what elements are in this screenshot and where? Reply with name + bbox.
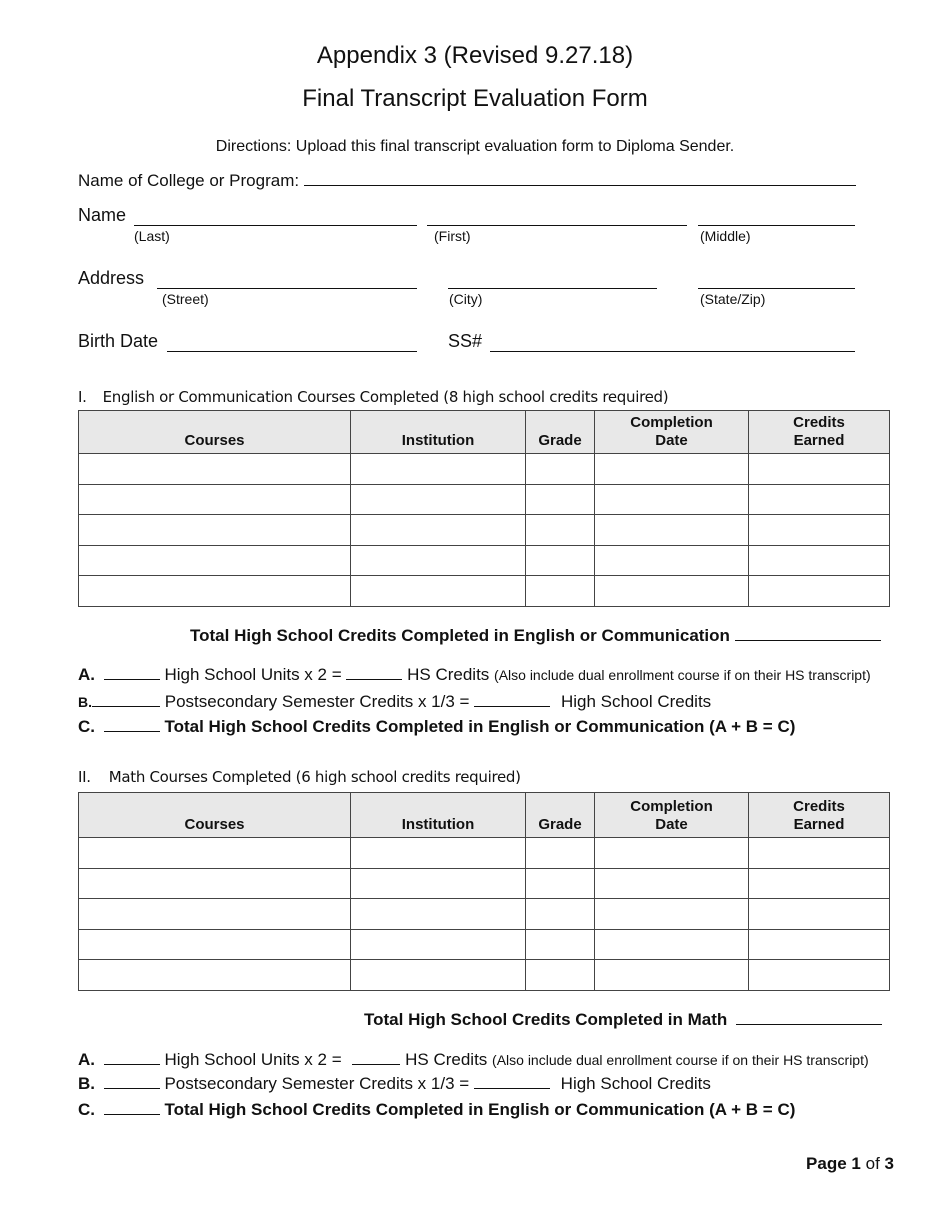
table-cell[interactable]	[749, 868, 890, 899]
first-name-line[interactable]	[427, 207, 687, 226]
table-cell[interactable]	[526, 545, 595, 576]
street-caption: (Street)	[162, 291, 209, 307]
table-row	[79, 484, 890, 515]
city-caption: (City)	[449, 291, 483, 307]
name-label: Name	[78, 205, 127, 225]
english-a-row	[78, 665, 871, 685]
math-total-row	[364, 1010, 882, 1030]
english-c-letter: C.	[78, 717, 95, 736]
english-c-text: Total High School Credits Completed in English or Communication (A + B = C)	[164, 717, 796, 736]
english-b-letter: B.	[78, 694, 92, 710]
english-a-units-line[interactable]	[104, 679, 160, 680]
table-cell[interactable]	[351, 576, 526, 607]
table-header-row	[79, 411, 890, 454]
table-cell[interactable]	[526, 576, 595, 607]
table-row	[79, 838, 890, 869]
last-name-line[interactable]	[134, 207, 417, 226]
address-label: Address	[78, 268, 145, 288]
page-of: of	[865, 1154, 880, 1173]
math-c-total-line[interactable]	[104, 1114, 160, 1115]
math-a-units-line[interactable]	[104, 1064, 160, 1065]
table-cell[interactable]	[595, 868, 749, 899]
table-cell[interactable]	[79, 576, 351, 607]
table-cell[interactable]	[526, 868, 595, 899]
math-total-line[interactable]	[736, 1024, 882, 1025]
english-a-text1: High School Units x 2 =	[164, 665, 342, 684]
table-cell[interactable]	[526, 899, 595, 930]
english-a-letter: A.	[78, 665, 95, 684]
table-row	[79, 899, 890, 930]
table-cell[interactable]	[595, 576, 749, 607]
col-institution: Institution	[351, 793, 526, 838]
middle-name-line[interactable]	[698, 207, 855, 226]
table-cell[interactable]	[749, 960, 890, 991]
table-cell[interactable]	[749, 515, 890, 546]
street-line[interactable]	[157, 270, 417, 289]
table-row	[79, 960, 890, 991]
table-cell[interactable]	[526, 929, 595, 960]
english-c-row	[78, 717, 795, 737]
math-b-text2: High School Credits	[560, 1074, 711, 1093]
table-cell[interactable]	[351, 838, 526, 869]
section1-heading	[78, 388, 668, 406]
table-cell[interactable]	[749, 454, 890, 485]
math-c-letter: C.	[78, 1100, 95, 1119]
col-completion-date: Completion Date	[595, 793, 749, 838]
math-b-hs-line[interactable]	[474, 1088, 550, 1089]
table-cell[interactable]	[595, 545, 749, 576]
table-cell[interactable]	[79, 868, 351, 899]
table-cell[interactable]	[351, 454, 526, 485]
english-c-total-line[interactable]	[104, 731, 160, 732]
table-cell[interactable]	[595, 838, 749, 869]
math-c-row	[78, 1100, 795, 1120]
english-a-note: (Also include dual enrollment course if on their HS transcript)	[494, 667, 871, 683]
page-number	[806, 1154, 894, 1174]
table-cell[interactable]	[595, 899, 749, 930]
birth-date-line[interactable]	[167, 333, 417, 352]
table-cell[interactable]	[749, 545, 890, 576]
col-credits-earned: Credits Earned	[749, 411, 890, 454]
last-caption: (Last)	[134, 228, 170, 244]
math-total-label: Total High School Credits Completed in Math	[364, 1010, 728, 1029]
first-caption: (First)	[434, 228, 471, 244]
math-a-letter: A.	[78, 1050, 95, 1069]
col-grade: Grade	[526, 411, 595, 454]
table-cell[interactable]	[749, 576, 890, 607]
col-institution: Institution	[351, 411, 526, 454]
form-title: Final Transcript Evaluation Form	[302, 85, 648, 112]
math-a-text2: HS Credits	[405, 1050, 488, 1069]
table-row	[79, 576, 890, 607]
math-b-text1: Postsecondary Semester Credits x 1/3 =	[164, 1074, 470, 1093]
english-b-text1: Postsecondary Semester Credits x 1/3 =	[164, 692, 470, 711]
table-row	[79, 545, 890, 576]
table-header-row	[79, 793, 890, 838]
col-grade: Grade	[526, 793, 595, 838]
table-cell[interactable]	[749, 899, 890, 930]
page-word: Page	[806, 1154, 847, 1173]
section2-title: Math Courses Completed (6 high school credits required)	[108, 768, 521, 786]
state-zip-line[interactable]	[698, 270, 855, 289]
col-credits-earned: Credits Earned	[749, 793, 890, 838]
table-cell[interactable]	[749, 929, 890, 960]
college-label: Name of College or Program:	[78, 171, 300, 190]
directions-text: Directions: Upload this final transcript evaluation form to Diploma Sender.	[215, 138, 735, 155]
college-input-line[interactable]	[304, 185, 856, 186]
math-b-letter: B.	[78, 1074, 95, 1093]
math-b-credits-line[interactable]	[104, 1088, 160, 1089]
table-cell[interactable]	[351, 960, 526, 991]
table-cell[interactable]	[595, 484, 749, 515]
math-a-text1: High School Units x 2 =	[164, 1050, 342, 1069]
city-line[interactable]	[448, 270, 657, 289]
table-cell[interactable]	[749, 484, 890, 515]
math-b-row	[78, 1074, 711, 1094]
table-cell[interactable]	[526, 484, 595, 515]
table-cell[interactable]	[526, 960, 595, 991]
table-cell[interactable]	[526, 838, 595, 869]
table-row	[79, 929, 890, 960]
math-a-credits-line[interactable]	[352, 1064, 400, 1065]
table-cell[interactable]	[79, 899, 351, 930]
table-cell[interactable]	[79, 545, 351, 576]
col-courses: Courses	[79, 411, 351, 454]
english-total-line[interactable]	[735, 640, 881, 641]
section2-heading	[78, 768, 521, 786]
ss-line[interactable]	[490, 333, 855, 352]
table-cell[interactable]	[351, 484, 526, 515]
college-field-row	[78, 171, 856, 191]
table-cell[interactable]	[351, 515, 526, 546]
table-cell[interactable]	[526, 454, 595, 485]
col-completion-date: Completion Date	[595, 411, 749, 454]
section2-numeral: II.	[78, 768, 91, 786]
table-cell[interactable]	[351, 868, 526, 899]
english-b-text2: High School Credits	[560, 692, 712, 711]
math-a-row	[78, 1050, 869, 1070]
birth-date-label: Birth Date	[78, 331, 159, 351]
table-cell[interactable]	[526, 515, 595, 546]
english-courses-table	[78, 410, 890, 607]
math-courses-table	[78, 792, 890, 991]
table-cell[interactable]	[79, 454, 351, 485]
section1-title: English or Communication Courses Completed (8 high school credits required)	[102, 388, 669, 406]
page-current: 1	[851, 1154, 861, 1173]
table-cell[interactable]	[79, 929, 351, 960]
english-total-row	[190, 626, 881, 646]
middle-caption: (Middle)	[700, 228, 751, 244]
table-cell[interactable]	[595, 454, 749, 485]
english-a-credits-line[interactable]	[346, 679, 402, 680]
table-cell[interactable]	[79, 838, 351, 869]
table-cell[interactable]	[79, 484, 351, 515]
ss-label: SS#	[448, 331, 483, 351]
section1-numeral: I.	[78, 388, 87, 406]
table-cell[interactable]	[79, 960, 351, 991]
english-b-row	[78, 692, 711, 712]
table-row	[79, 454, 890, 485]
math-c-text: Total High School Credits Completed in English or Communication (A + B = C)	[164, 1100, 796, 1119]
appendix-heading: Appendix 3 (Revised 9.27.18)	[316, 42, 634, 69]
table-cell[interactable]	[351, 545, 526, 576]
table-cell[interactable]	[749, 838, 890, 869]
table-row	[79, 868, 890, 899]
table-cell[interactable]	[79, 515, 351, 546]
table-row	[79, 515, 890, 546]
col-courses: Courses	[79, 793, 351, 838]
math-a-note: (Also include dual enrollment course if on their HS transcript)	[492, 1052, 869, 1068]
table-cell[interactable]	[351, 899, 526, 930]
english-b-hs-line[interactable]	[474, 706, 550, 707]
page-total: 3	[884, 1154, 894, 1173]
table-cell[interactable]	[351, 929, 526, 960]
english-a-text2: HS Credits	[407, 665, 490, 684]
table-cell[interactable]	[595, 515, 749, 546]
table-cell[interactable]	[595, 929, 749, 960]
english-total-label: Total High School Credits Completed in English or Communication	[190, 626, 730, 645]
table-cell[interactable]	[595, 960, 749, 991]
english-b-credits-line[interactable]	[92, 706, 160, 707]
state-zip-caption: (State/Zip)	[700, 291, 766, 307]
